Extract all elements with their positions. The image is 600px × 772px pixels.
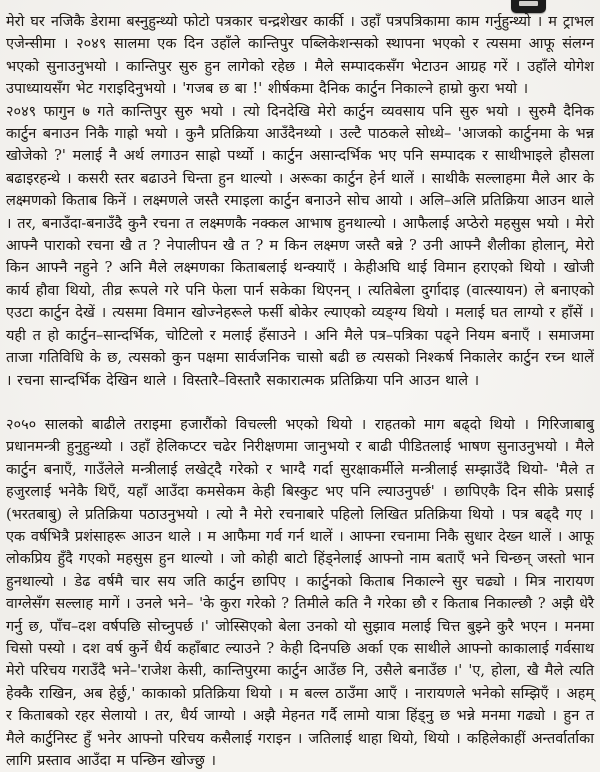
floating-button-icon[interactable]	[511, 0, 546, 13]
paragraph-cartoon-career: २०४९ फागुन ७ गते कान्तिपुर सुरु भयो । त्यो दिनदेखि मेरो कार्टुन व्यवसाय पनि सुरु भयो । सुरुमै दैनिक कार्टुन बनाउन निकै गाह्रो भयो । कुनै प्रतिक्रिया आउँदैनथ्यो । उल्टै पाठकले सोध्थे– 'आजको कार्टुनमा के भन्न खोजेको ?' मलाई नै अर्थ लगाउन साह्रो पर्थ्यो । कार्टुन असान्दर्भिक भए पनि सम्पादक र साथीभाइले हौसला बढाइरहन्थे । कसरी स्तर बढाउने चिन्ता हुन थाल्यो । अरूका कार्टुन हेर्न थालें । साथीकै सल्लाहमा मैले आर के लक्ष्मणको किताब किनें । लक्ष्मणले जस्तै रमाइला कार्टुन बनाउने सोच आयो । अलि–अलि प्रतिक्रिया आउन थाले । तर, बनाउँदा-बनाउँदै कुनै रचना त लक्ष्मणकै नक्कल आभाष हुनथाल्यो । आफैलाई अप्ठेरो महसुस भयो । मेरो आफ्नै पाराको रचना खै त ? नेपालीपन खै त ? म किन लक्ष्मण जस्तै बन्ने ? उनी आफ्नै शैलीका होलान्, मेरो किन आफ्नै नहुने ? अनि मैले लक्ष्मणका किताबलाई थन्क्याएँ । केहीअघि थाई विमान हराएको थियो । खोजी कार्य हौवा थियो, तीव्र रूपले गरे पनि फेला पार्न सकेका थिएनन् । त्यतिबेला दुर्गादाइ (वात्स्यायन) ले बनाएको एउटा कार्टुन देखें । त्यसमा विमान खोज्नेहरूले फर्सी बोकेर ल्याएको व्यङ्ग्य थियो । मलाई घत लाग्यो र हाँसें । यही त हो कार्टुन–सान्दर्भिक, चोटिलो र मलाई हँसाउने । अनि मैले पत्र–पत्रिका पढ्ने नियम बनाएँ । समाजमा ताजा गतिविधि के छ, त्यसको कुन पक्षमा सार्वजनिक चासो बढी छ त्यसको निश्कर्ष निकालेर कार्टुन रच्न थालें । रचना सान्दर्भिक देखिन थाले । विस्तारै–विस्तारै सकारात्मक प्रतिक्रिया पनि आउन थाले ।	[6, 103, 594, 389]
paragraph-flood-story: २०५० सालको बाढीले तराइमा हजारौंको विचल्ली भएको थियो । राहतको माग बढ्दो थियो । गिरिजाबाबु प्रधानमन्त्री हुनुहुन्थ्यो । उहाँ हेलिकप्टर चढेर निरीक्षणमा जानुभयो र बाढी पीडितलाई भाषण सुनाउनुभयो । मैले कार्टुन बनाएँ, गाउँलेले मन्त्रीलाई लखेट्दै गरेको र भाग्दै गर्दा सुरक्षाकर्मीले मन्त्रीलाई सम्झाउँदै थियो- 'मैले त हजुरलाई भनेकै थिएँ, यहाँ आउँदा कमसेकम केही बिस्कुट भए पनि ल्याउनुपर्छ' । छापिएकै दिन सीके प्रसाई (भरतबाबु) ले प्रतिक्रिया पठाउनुभयो । त्यो नै मेरो रचनाबारे पहिलो लिखित प्रतिक्रिया थियो । पत्र बढ्दै गए । एक वर्षभित्रै प्रशंसाहरू आउन थाले । म आफैमा गर्व गर्न थालें । आफ्ना रचनामा निकै सुधार देख्न थालें । आफू लोकप्रिय हुँदै गएको महसुस हुन थाल्यो । जो कोही बाटो हिंड्नेलाई आफ्नो नाम बताएँ भने चिन्छन् जस्तो भान हुनथाल्यो । डेढ वर्षमै चार सय जति कार्टुन छापिए । कार्टुनको किताब निकाल्ने सुर चढ्यो । मित्र नारायण वाग्लेसँग सल्लाह मागें । उनले भने– 'के कुरा गरेको ? तिमीले कति नै गरेका छौ र किताब निकाल्छौ ? अझै धेरै गर्नु छ, पाँच–दश वर्षपछि सोच्नुपर्छ ।' जोस्सिएको बेला उनको यो सुझाव मलाई चित्त बुझ्ने कुरै भएन । मनमा चिसो पस्यो । दश वर्ष कुर्ने धैर्य कहाँबाट ल्याउने ? केही दिनपछि अर्का एक साथीले आफ्नो काकालाई गर्वसाथ मेरो परिचय गराउँदै भने–'राजेश केसी, कान्तिपुरमा कार्टुन आउँछ नि, उसैले बनाउँछ ।' 'ए, होला, खै मैले त्यति हेक्कै राखिन, अब हेर्छु,' काकाको प्रतिक्रिया थियो । म बल्ल ठाउँमा आएँ । नारायणले भनेको सम्झिएँ । अहम् र किताबको रहर सेलायो । तर, धैर्य जाग्यो । अझै मेहनत गर्दै लामो यात्रा हिंड्नु छ भन्ने मनमा गढ्यो । हुन त मैले कार्टुनिस्ट हुँ भनेर आफ्नो परिचय कसैलाई गराइन । जतिलाई थाहा थियो, थियो । कहिलेकाहीं अन्तर्वार्ताका लागि प्रस्ताव आउँदा म पन्छिन खोज्छु ।	[6, 416, 594, 769]
minus-bar-icon	[519, 1, 538, 6]
paragraph-intro: मेरो घर नजिकै डेरामा बस्नुहुन्थ्यो फोटो पत्रकार चन्द्रशेखर कार्की । उहाँ पत्रपत्रिकामा काम गर्नुहुन्थ्यो । म ट्राभल एजेन्सीमा । २०४९ सालमा एक दिन उहाँले कान्तिपुर पब्लिकेशन्सको स्थापना भएको र त्यसमा आफू संलग्न भएको सुनाउनुभयो । कान्तिपुर सुरु हुन लागेको रहेछ । मैले सम्पादकसँग भेटाउन आग्रह गरें । उहाँले योगेश उपाध्यायसँग भेट गराइदिनुभयो । 'गजब छ बा !' शीर्षकमा दैनिक कार्टुन निकाल्ने हाम्रो कुरा भयो ।	[6, 14, 594, 98]
